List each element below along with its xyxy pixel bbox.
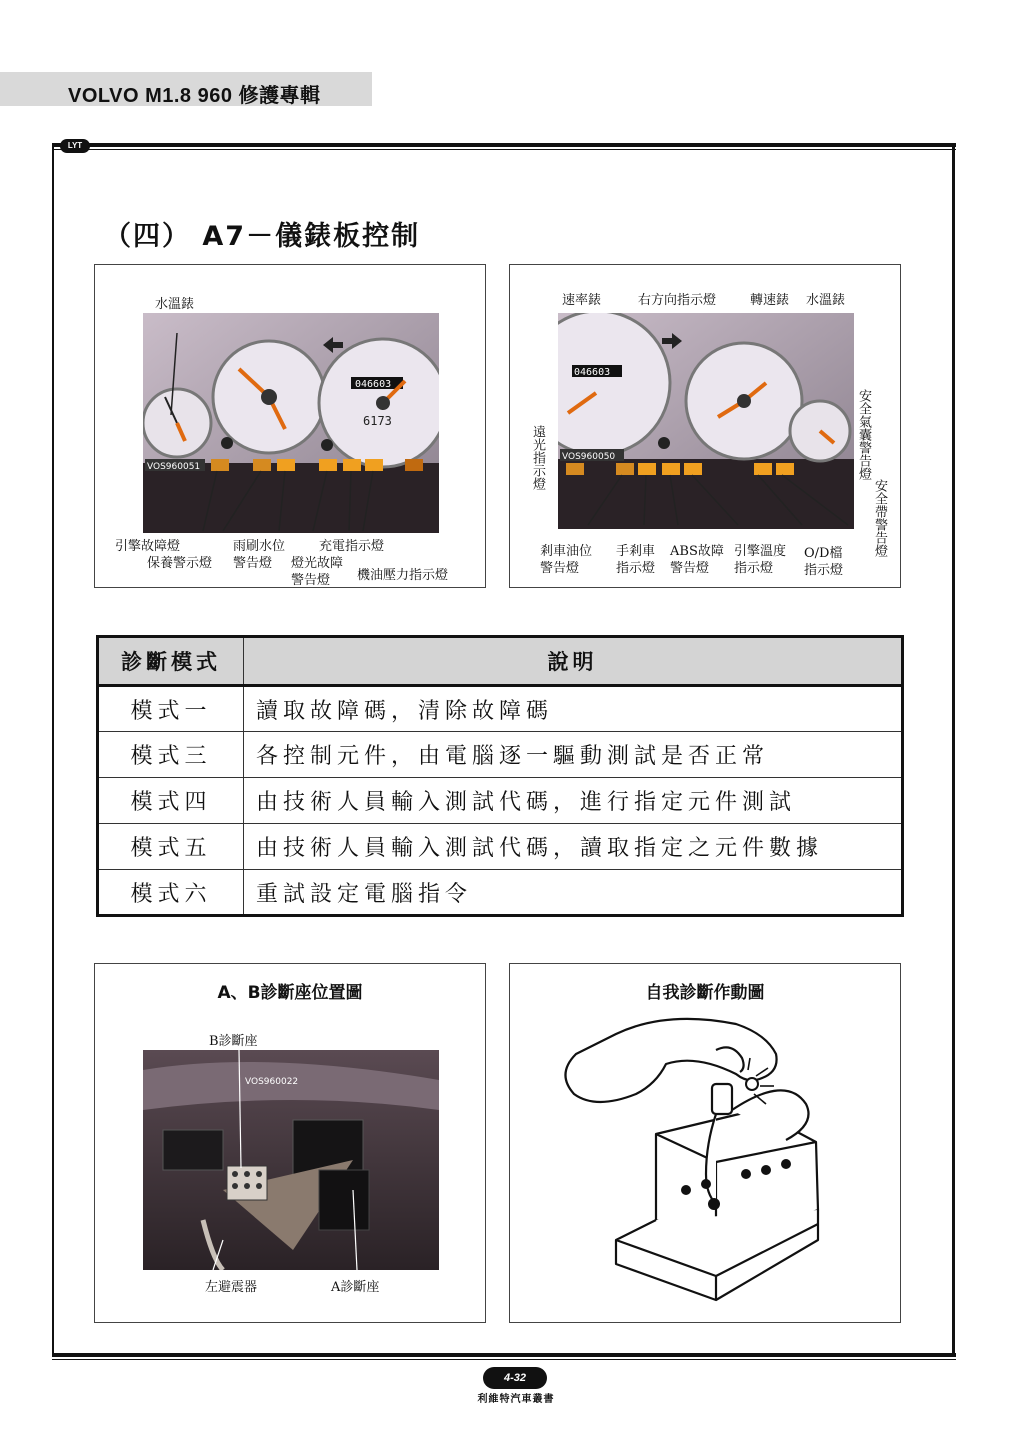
label-engine-temp-2: 指示燈 [734, 561, 774, 576]
label-abs-2: 警告燈 [670, 561, 710, 576]
self-diagnosis-illustration [556, 1014, 856, 1310]
label-b-connector: B診斷座 [209, 1034, 258, 1049]
label-handbrake: 手剎車 [616, 544, 656, 559]
bottom-rule [52, 1353, 956, 1357]
label-engine-fault: 引擎故障燈 [115, 539, 181, 554]
book-title: VOLVO M1.8 960 修護專輯 [68, 85, 321, 107]
table-cell-desc: 由技術人員輸入測試代碼，讀取指定之元件數據 [244, 824, 903, 870]
label-brake-fluid: 剎車油位 [540, 544, 593, 559]
table-cell-mode: 模式五 [98, 824, 244, 870]
label-washer-2: 警告燈 [233, 556, 273, 571]
label-abs: ABS故障 [670, 544, 724, 559]
label-brake-fluid-2: 警告燈 [540, 561, 580, 576]
table-row [98, 686, 903, 732]
section-title: （四） A7－儀錶板控制 [104, 221, 421, 252]
table-cell-mode: 模式三 [98, 732, 244, 778]
table-cell-desc: 讀取故障碼，清除故障碼 [244, 686, 903, 732]
publisher-name: 利維特汽車叢書 [477, 1394, 555, 1405]
connector-location-figure [94, 963, 486, 1323]
table-cell-mode: 模式一 [98, 686, 244, 732]
trip-left: 6173 [363, 414, 392, 428]
odometer-left: 046603 [355, 379, 392, 390]
table-row [98, 870, 903, 916]
label-seatbelt: 安全帶警告燈 [872, 479, 887, 557]
publisher-logo: LYT [60, 139, 90, 153]
table-cell-desc: 重試設定電腦指令 [244, 870, 903, 916]
table-header-row [98, 637, 903, 686]
label-tachometer: 轉速錶 [750, 293, 790, 308]
table-cell-mode: 模式六 [98, 870, 244, 916]
label-od-2: 指示燈 [804, 563, 844, 578]
dashboard-figure-left [94, 264, 486, 588]
label-airbag: 安全氣囊警告燈 [856, 389, 871, 480]
page-number: 4-32 [483, 1367, 547, 1389]
photo-code-right: VOS960050 [562, 452, 616, 462]
label-a-connector: A診斷座 [331, 1280, 380, 1295]
label-handbrake-2: 指示燈 [616, 561, 656, 576]
label-washer: 雨刷水位 [233, 539, 286, 554]
label-oil-pressure: 機油壓力指示燈 [357, 568, 449, 583]
label-water-temp-gauge: 水溫錶 [155, 297, 195, 312]
self-diagnosis-figure [509, 963, 901, 1323]
label-bulb-fault: 燈光故障 [291, 556, 344, 571]
table-header-desc: 說明 [244, 637, 903, 686]
table-row [98, 732, 903, 778]
table-header-mode: 診斷模式 [98, 637, 244, 686]
label-maintenance: 保養警示燈 [147, 556, 213, 571]
label-water-temp-gauge-right: 水溫錶 [806, 293, 846, 308]
label-charge: 充電指示燈 [319, 539, 385, 554]
connector-location-title: A、B診斷座位置圖 [217, 983, 363, 1003]
left-rule [52, 147, 54, 1355]
label-speedometer: 速率錶 [562, 293, 602, 308]
top-rule-thin [52, 149, 956, 150]
diagnostic-mode-table [96, 635, 904, 917]
label-left-shock: 左避震器 [205, 1280, 258, 1295]
label-od: O/D檔 [804, 546, 843, 561]
table-cell-desc: 由技術人員輸入測試代碼，進行指定元件測試 [244, 778, 903, 824]
right-rule [952, 147, 955, 1355]
label-engine-temp: 引擎溫度 [734, 544, 787, 559]
top-rule [52, 143, 956, 147]
table-row [98, 824, 903, 870]
table-cell-desc: 各控制元件，由電腦逐一驅動測試是否正常 [244, 732, 903, 778]
dashboard-figure-right [509, 264, 901, 588]
odometer-right: 046603 [574, 367, 611, 378]
dashboard-photo-left [143, 313, 439, 533]
engine-bay-photo [143, 1050, 439, 1270]
photo-code-left: VOS960051 [147, 462, 201, 472]
bottom-rule-thin [52, 1359, 956, 1360]
photo-code-bay: VOS960022 [245, 1077, 299, 1087]
dashboard-photo-right [558, 313, 854, 529]
label-right-turn: 右方向指示燈 [638, 293, 717, 308]
table-row [98, 778, 903, 824]
self-diagnosis-title: 自我診斷作動圖 [645, 983, 765, 1003]
label-bulb-fault-2: 警告燈 [291, 573, 331, 588]
table-cell-mode: 模式四 [98, 778, 244, 824]
label-high-beam: 遠光指示燈 [530, 425, 545, 490]
